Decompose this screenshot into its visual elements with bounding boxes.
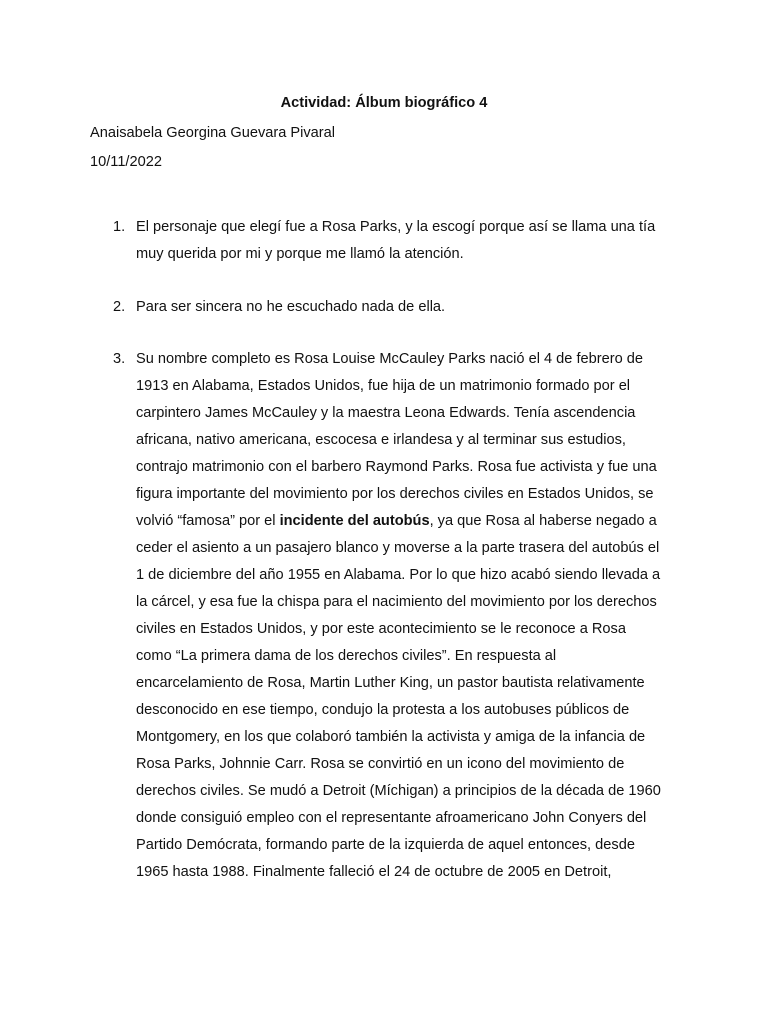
list-item-text [136,294,690,321]
text-line: contrajo matrimonio con el barbero Raymond Parks. Rosa fue activista y fue una [136,459,657,475]
text-line: encarcelamiento de Rosa, Martin Luther King, un pastor bautista relativamente [136,675,645,691]
text-line: como “La primera dama de los derechos civiles”. En respuesta al [136,648,557,664]
list-item-number: 1. [113,219,126,235]
text-line: derechos civiles. Se mudó a Detroit (Míchigan) a principios de la década de 1960 [136,783,661,799]
text-line: muy querida por mi y porque me llamó la atención. [136,246,464,262]
list-item-text [136,346,690,886]
text-line: El personaje que elegí fue a Rosa Parks, y la escogí porque así se llama una tía [136,219,656,235]
text-line: Montgomery, en los que colaboró también la activista y amiga de la infancia de [136,729,646,745]
text-line: ceder el asiento a un pasajero blanco y moverse a la parte trasera del autobús el [136,540,660,556]
document-title: Actividad: Álbum biográfico 4 [280,95,488,111]
text-line: donde consiguió empleo con el representante afroamericano John Conyers del [136,810,647,826]
text-line: carpintero James McCauley y la maestra Leona Edwards. Tenía ascendencia [136,405,636,421]
list-item-number: 2. [113,299,126,315]
text-line: 1 de diciembre del año 1955 en Alabama. Por lo que hizo acabó siendo llevada a [136,567,661,583]
text-line: Partido Demócrata, formando parte de la izquierda de aquel entonces, desde [136,837,635,853]
text-segment: , ya que Rosa al haberse negado a [429,513,657,529]
document-date: 10/11/2022 [90,154,162,170]
text-line: Su nombre completo es Rosa Louise McCauley Parks nació el 4 de febrero de [136,351,643,367]
text-segment: volvió “famosa” por el [136,513,280,529]
text-line: 1965 hasta 1988. Finalmente falleció el 24 de octubre de 2005 en Detroit, [136,864,612,880]
text-line: desconocido en ese tiempo, condujo la protesta a los autobuses públicos de [136,702,630,718]
text-line: civiles en Estados Unidos, y por este acontecimiento se le reconoce a Rosa [136,621,626,637]
emphasized-phrase: incidente del autobús [279,513,430,529]
author-name: Anaisabela Georgina Guevara Pivaral [90,125,335,141]
text-line-with-emphasis [136,508,690,535]
text-line: Rosa Parks, Johnnie Carr. Rosa se convirtió en un icono del movimiento de [136,756,625,772]
text-line: la cárcel, y esa fue la chispa para el nacimiento del movimiento por los derechos [136,594,657,610]
text-line: Para ser sincera no he escuchado nada de ella. [136,299,446,315]
list-item-text [136,214,690,268]
text-line: figura importante del movimiento por los derechos civiles en Estados Unidos, se [136,486,654,502]
text-line: 1913 en Alabama, Estados Unidos, fue hija de un matrimonio formado por el [136,378,631,394]
list-item-number: 3. [113,351,126,367]
text-line: africana, nativo americana, escocesa e irlandesa y al terminar sus estudios, [136,432,626,448]
